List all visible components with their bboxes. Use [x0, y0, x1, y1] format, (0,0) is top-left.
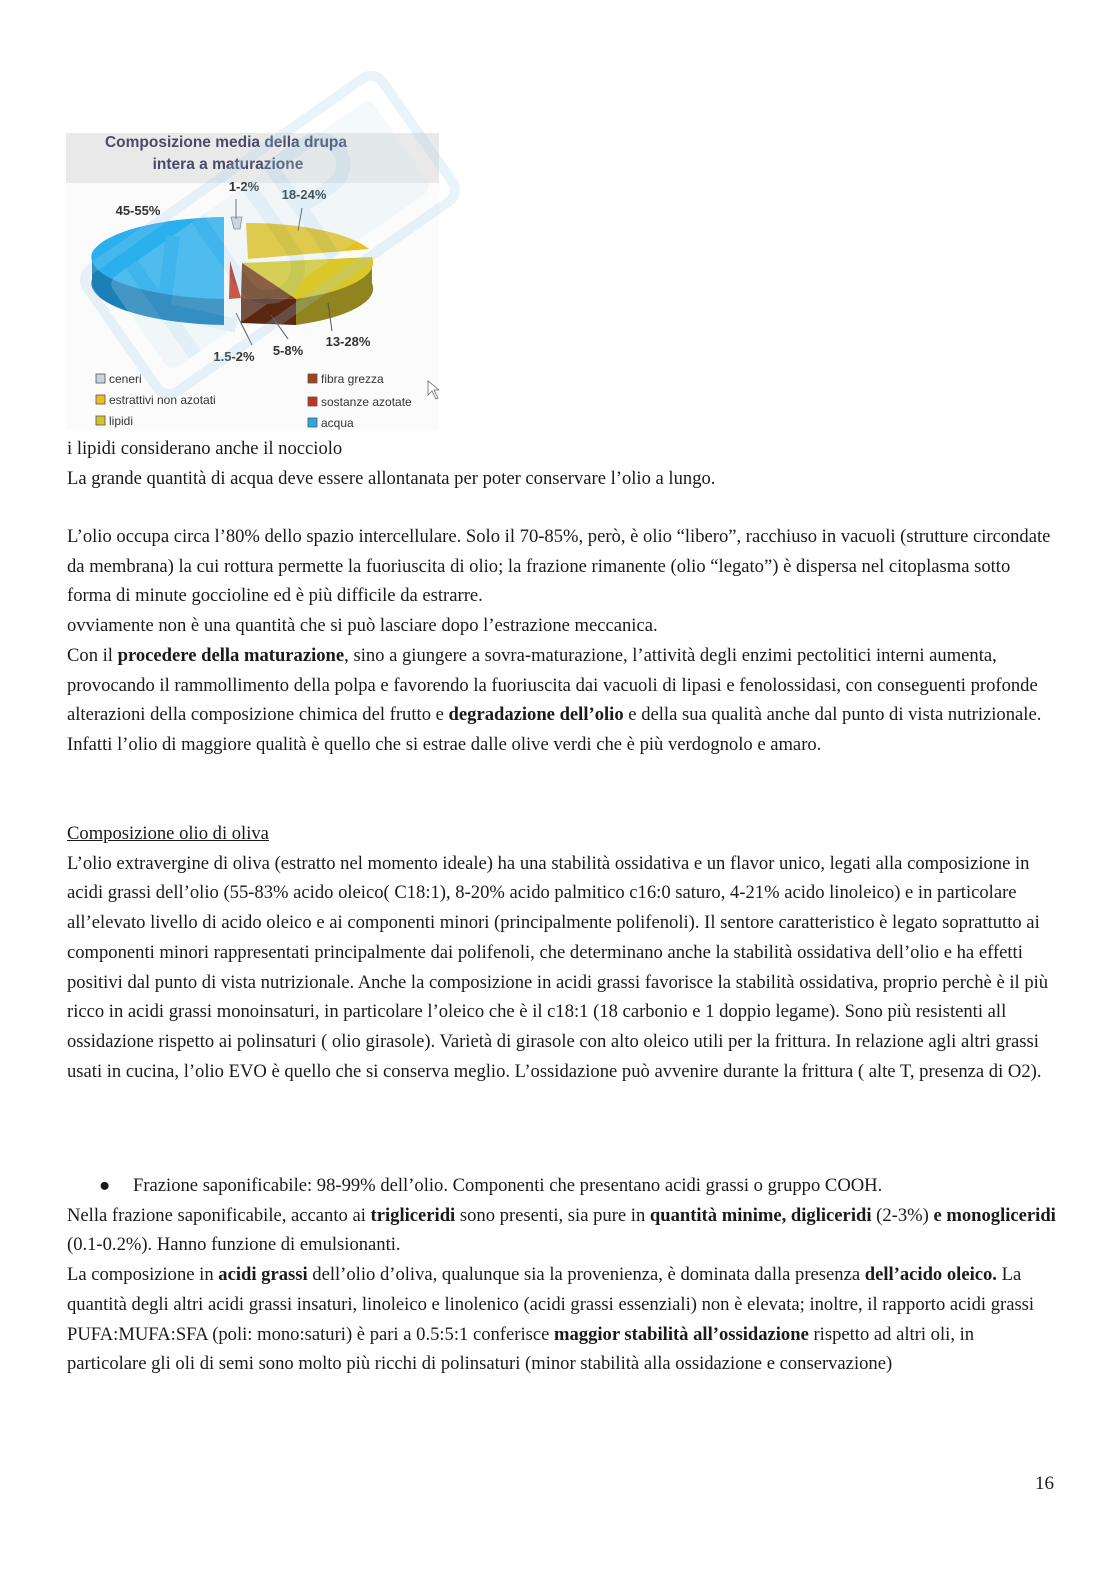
legend-swatch-estrattivi	[96, 395, 105, 404]
bullet-text: Frazione saponificabile: 98-99% dell’olio. Componenti che presentano acidi grassi o gruppo COOH.	[133, 1175, 883, 1196]
section-heading: Composizione olio di oliva	[67, 823, 269, 844]
pie-slice-estrattivi	[246, 223, 369, 259]
legend-label-sostanze: sostanze azotate	[321, 395, 412, 409]
label-lipidi: 13-28%	[325, 334, 371, 349]
bold-degradazione-olio: degradazione dell’olio	[448, 704, 624, 726]
bold-acidi-grassi: acidi grassi	[218, 1264, 308, 1286]
paragraph-extravergine: L’olio extravergine di oliva (estratto nel momento ideale) ha una stabilità ossidativa e un flavor unico, legati alla composizione in acidi grassi dell’olio (55-83% acido oleico( C18:1), 8-20% acido palmitico c16:0 saturo, 4-21% acido linoleico) e in particolare all’elevato livello di acido oleico e ai componenti minori (principalmente polifenoli). Il sentore caratteristico è legato soprattutto ai componenti minori rappresentati principalmente dai polifenoli, che determinano anche la stabilità ossidativa dell’olio e ha effetti positivi dal punto di vista nutrizionale. Anche la composizione in acidi grassi favorisce la stabilità ossidativa, proprio perchè è il più ricco in acidi grassi monoinsaturi, in particolare l’oleico che è il c18:1 (18 carbonio e 1 doppio legame). Sono più resistenti all ossidazione rispetto ai polinsaturi ( olio girasole). Varietà di girasole con alto oleico utili per la frittura. In relazione agli altri grassi usati in cucina, l’olio EVO è quello che si conserva meglio. L’ossidazione può avvenire durante la frittura ( alte T, presenza di O2).	[67, 852, 1049, 1082]
text-span: (2-3%)	[871, 1204, 934, 1226]
bullet-icon: ●	[99, 1175, 111, 1196]
legend-label-acqua: acqua	[321, 416, 354, 430]
bold-procedere-maturazione: procedere della maturazione	[117, 644, 345, 666]
label-ceneri: 1-2%	[228, 179, 260, 194]
legend-swatch-acqua	[308, 418, 317, 427]
text-span: , sino a giungere a sovra-maturazione, l’attività degli enzimi pectolitici interni aumenta, provocando il rammollimento della polpa e favorendo la fuoriuscita dai vacuoli di lipasi e fenolossidasi, con conseguenti profonde alterazioni della composizione chimica del frutto e	[67, 644, 1038, 726]
label-acqua: 45-55%	[115, 203, 161, 218]
paragraph-trigliceridi	[67, 1201, 1057, 1260]
cursor-icon	[428, 381, 439, 399]
paragraph-olio-libero: L’olio occupa circa l’80% dello spazio intercellulare. Solo il 70-85%, però, è olio “libero”, racchiuso in vacuoli (strutture circondate da membrana) la cui rottura permette la fuoriuscita di olio; la frazione rimanente (olio “legato”) è dispersa nel citoplasma sotto forma di minute goccioline ed è più difficile da estrarre.	[67, 526, 1051, 607]
paragraph-maturazione	[67, 641, 1057, 760]
section-composizione-olio	[67, 819, 1057, 1086]
text-span: (0.1-0.2%). Hanno funzione di emulsionanti.	[67, 1234, 401, 1256]
chart-title-line2: intera a maturazione	[152, 156, 304, 173]
bold-acido-oleico: dell’acido oleico.	[864, 1264, 997, 1286]
text-span: sono presenti, sia pure in	[455, 1204, 650, 1226]
label-sostanze-azotate: 1.5-2%	[213, 349, 255, 364]
text-span: dell’olio d’oliva, qualunque sia la provenienza, è dominata dalla presenza	[307, 1264, 865, 1286]
text-span: rispetto ad altri oli, in particolare gli oli di semi sono molto più ricchi di polinsaturi (minor stabilità alla ossidazione e conservazione)	[67, 1323, 975, 1375]
pie-chart	[66, 133, 439, 430]
pie-slice-fibra-side	[241, 298, 296, 325]
text-span: e della sua qualità anche dal punto di vista nutrizionale. Infatti l’olio di maggiore qualità è quello che si estrae dalle olive verdi che è più verdognolo e amaro.	[67, 704, 1042, 755]
legend-swatch-sostanze	[308, 397, 317, 406]
paragraph-ovviamente: ovviamente non è una quantità che si può lasciare dopo l’estrazione meccanica.	[67, 615, 658, 637]
bullet-item	[67, 1171, 1057, 1201]
bold-trigliceridi: trigliceridi	[370, 1204, 456, 1226]
legend-label-ceneri: ceneri	[109, 372, 142, 386]
chart-title-line1: Composizione media della drupa	[104, 134, 348, 151]
pie-chart-figure	[66, 133, 439, 430]
text-span: La quantità degli altri acidi grassi insaturi, linoleico e linolenico (acidi grassi essenziali) non è elevata; inoltre, il rapporto acidi grassi PUFA:MUFA:SFA (poli: mono:saturi) è pari a 0.5:5:1 conferisce	[67, 1264, 1035, 1345]
text-span: Con il	[67, 644, 118, 666]
label-fibra: 5-8%	[272, 343, 304, 358]
label-estrattivi: 18-24%	[281, 187, 327, 202]
chart-legend	[96, 372, 412, 430]
legend-label-estrattivi: estrattivi non azotati	[109, 393, 216, 407]
page-number: 16	[1035, 1473, 1054, 1494]
legend-label-fibra: fibra grezza	[321, 372, 384, 386]
caption-line-1: i lipidi considerano anche il nocciolo	[67, 438, 343, 459]
legend-swatch-fibra	[308, 374, 317, 383]
bold-stabilita-ossidazione: maggior stabilità all’ossidazione	[554, 1323, 809, 1345]
legend-swatch-ceneri	[96, 374, 105, 383]
section-olio-spazio	[67, 522, 1057, 760]
figure-caption	[67, 434, 1057, 493]
legend-swatch-lipidi	[96, 416, 105, 425]
bold-monogliceridi: e monogliceridi	[933, 1204, 1056, 1226]
caption-line-2: La grande quantità di acqua deve essere allontanata per poter conservare l’olio a lungo.	[67, 467, 716, 489]
pie-slice-sostanze-azotate	[229, 261, 241, 299]
section-frazione-saponificabile	[67, 1171, 1057, 1379]
paragraph-acidi-grassi	[67, 1260, 1057, 1379]
bold-digliceridi: quantità minime, digliceridi	[649, 1204, 872, 1226]
text-span: Nella frazione saponificabile, accanto ai	[67, 1204, 371, 1226]
text-span: La composizione in	[67, 1264, 219, 1286]
legend-label-lipidi: lipidi	[109, 414, 134, 428]
